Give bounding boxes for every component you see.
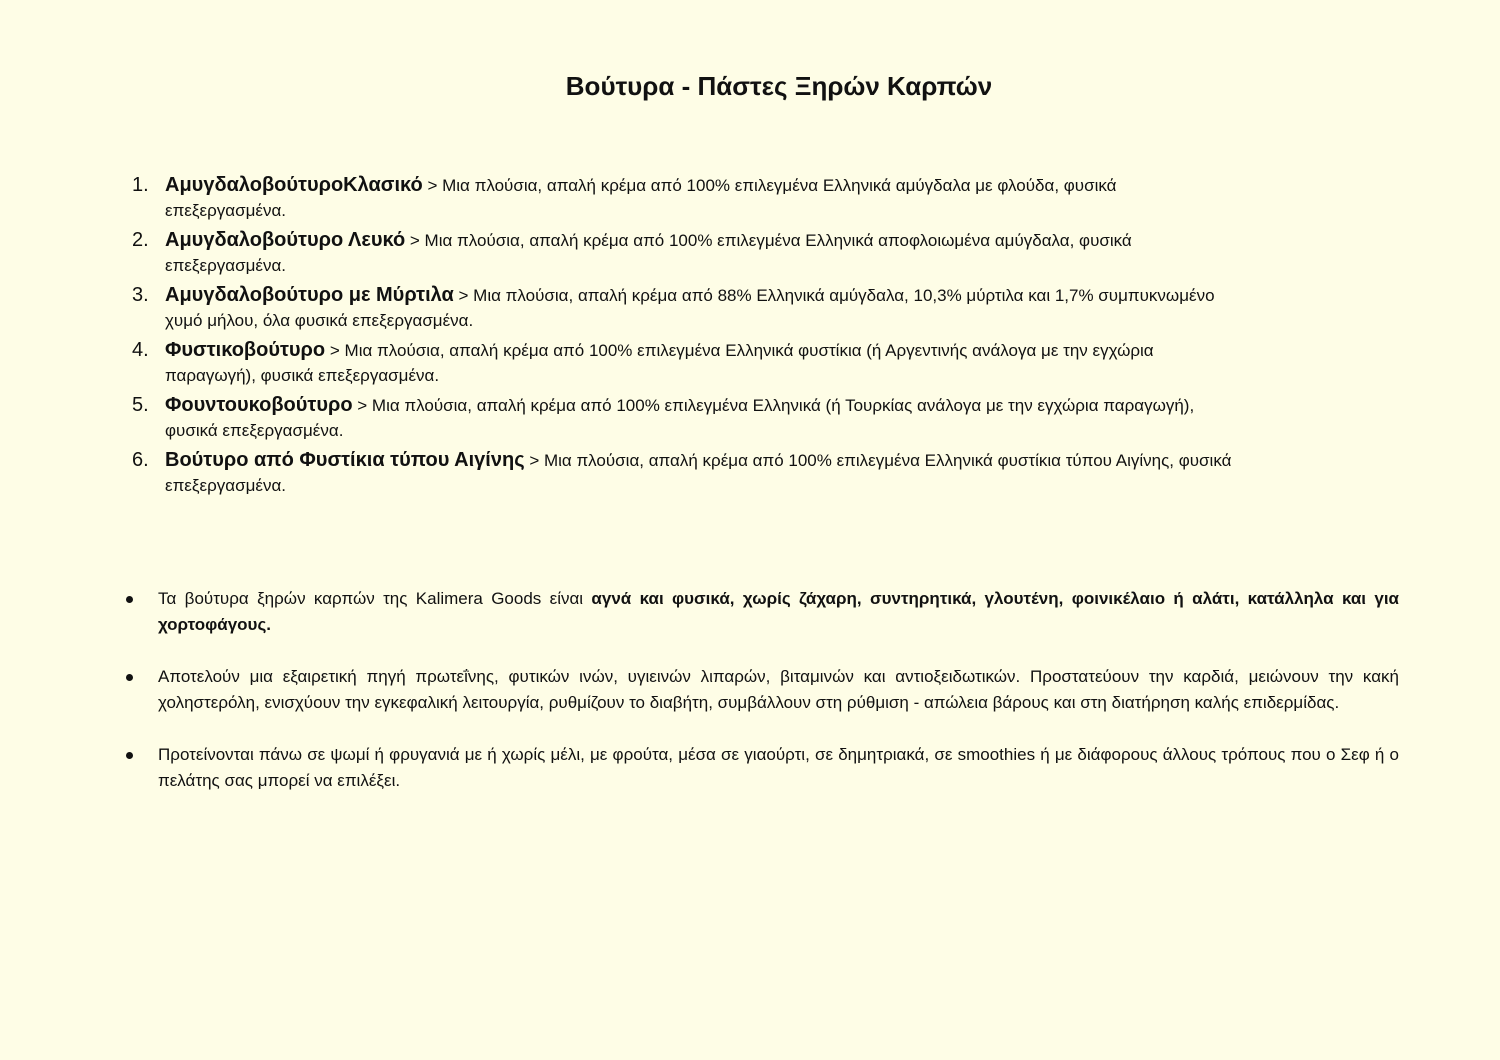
item-number: 6. (132, 449, 149, 471)
product-description: > Μια πλούσια, απαλή κρέμα από 100% επιλεγμένα Ελληνικά (ή Τουρκίας ανάλογα με την εγχώρια παραγωγή), (352, 396, 1195, 415)
product-name: ΑμυγδαλοβούτυροΚλασικό (165, 174, 423, 196)
product-name: Αμυγδαλοβούτυρο με Μύρτιλα (165, 284, 454, 306)
bullet-text: Τα βούτυρα ξηρών καρπών της Kalimera Goods είναι (158, 589, 592, 608)
product-description-continued: επεξεργασμένα. (165, 256, 286, 275)
product-description-continued: παραγωγή), φυσικά επεξεργασμένα. (165, 366, 440, 385)
list-item (132, 170, 1400, 223)
product-description: > Μια πλούσια, απαλή κρέμα από 100% επιλεγμένα Ελληνικά φυστίκια τύπου Αιγίνης, φυσικά (524, 451, 1232, 470)
bullet-icon (126, 596, 133, 603)
bullet-text: Αποτελούν μια εξαιρετική πηγή πρωτεΐνης, φυτικών ινών, υγιεινών λιπαρών, βιταμινών και αντιοξειδωτικών. Προστατεύουν την καρδιά, μειώνουν την κακή χοληστερόλη, ενισχύουν την εγκεφαλική λειτουργία, ρυθμίζουν το διαβήτη, συμβάλλουν στη ρύθμιση - απώλεια βάρους και στη διατήρηση καλής επιδερμίδας. (158, 667, 1399, 712)
bullet-icon (126, 752, 133, 759)
bullet-icon (126, 674, 133, 681)
list-item (132, 390, 1400, 443)
product-description: > Μια πλούσια, απαλή κρέμα από 100% επιλεγμένα Ελληνικά αμύγδαλα με φλούδα, φυσικά (422, 176, 1117, 195)
product-description: > Μια πλούσια, απαλή κρέμα από 100% επιλεγμένα Ελληνικά αποφλοιωμένα αμύγδαλα, φυσικά (405, 231, 1132, 250)
product-description: > Μια πλούσια, απαλή κρέμα από 88% Ελληνικά αμύγδαλα, 10,3% μύρτιλα και 1,7% συμπυκνωμένο (453, 286, 1215, 305)
bullet-item (158, 586, 1399, 638)
item-number: 1. (132, 174, 149, 196)
product-name: Βούτυρο από Φυστίκια τύπου Αιγίνης (165, 449, 525, 471)
list-item (132, 445, 1400, 498)
bullet-text-bold: αγνά και φυσικά, χωρίς ζάχαρη, συντηρητικά, γλουτένη, φοινικέλαιο ή αλάτι, κατάλληλα και για χορτοφάγους. (158, 589, 1399, 634)
list-item (132, 225, 1400, 278)
item-number: 4. (132, 339, 149, 361)
bullet-item (158, 742, 1399, 794)
list-item (132, 335, 1400, 388)
product-list (132, 170, 1400, 500)
bullet-text: Προτείνονται πάνω σε ψωμί ή φρυγανιά με ή χωρίς μέλι, με φρούτα, μέσα σε γιαούρτι, σε δημητριακά, σε smoothies ή με διάφορους άλλους τρόπους που ο Σεφ ή ο πελάτης σας μπορεί να επιλέξει. (158, 745, 1399, 790)
info-bullet-list (158, 586, 1399, 820)
product-description-continued: επεξεργασμένα. (165, 201, 286, 220)
product-description-continued: φυσικά επεξεργασμένα. (165, 421, 344, 440)
product-description-continued: χυμό μήλου, όλα φυσικά επεξεργασμένα. (165, 311, 474, 330)
product-description-continued: επεξεργασμένα. (165, 476, 286, 495)
product-name: Αμυγδαλοβούτυρο Λευκό (165, 229, 406, 251)
bullet-item (158, 664, 1399, 716)
product-name: Φυστικοβούτυρο (165, 339, 326, 361)
item-number: 3. (132, 284, 149, 306)
page-title: Βούτυρα - Πάστες Ξηρών Καρπών (565, 71, 993, 101)
product-description: > Μια πλούσια, απαλή κρέμα από 100% επιλεγμένα Ελληνικά φυστίκια (ή Αργεντινής ανάλογα με την εγχώρια (325, 341, 1154, 360)
list-item (132, 280, 1400, 333)
item-number: 2. (132, 229, 149, 251)
item-number: 5. (132, 394, 149, 416)
product-name: Φουντουκοβούτυρο (165, 394, 353, 416)
